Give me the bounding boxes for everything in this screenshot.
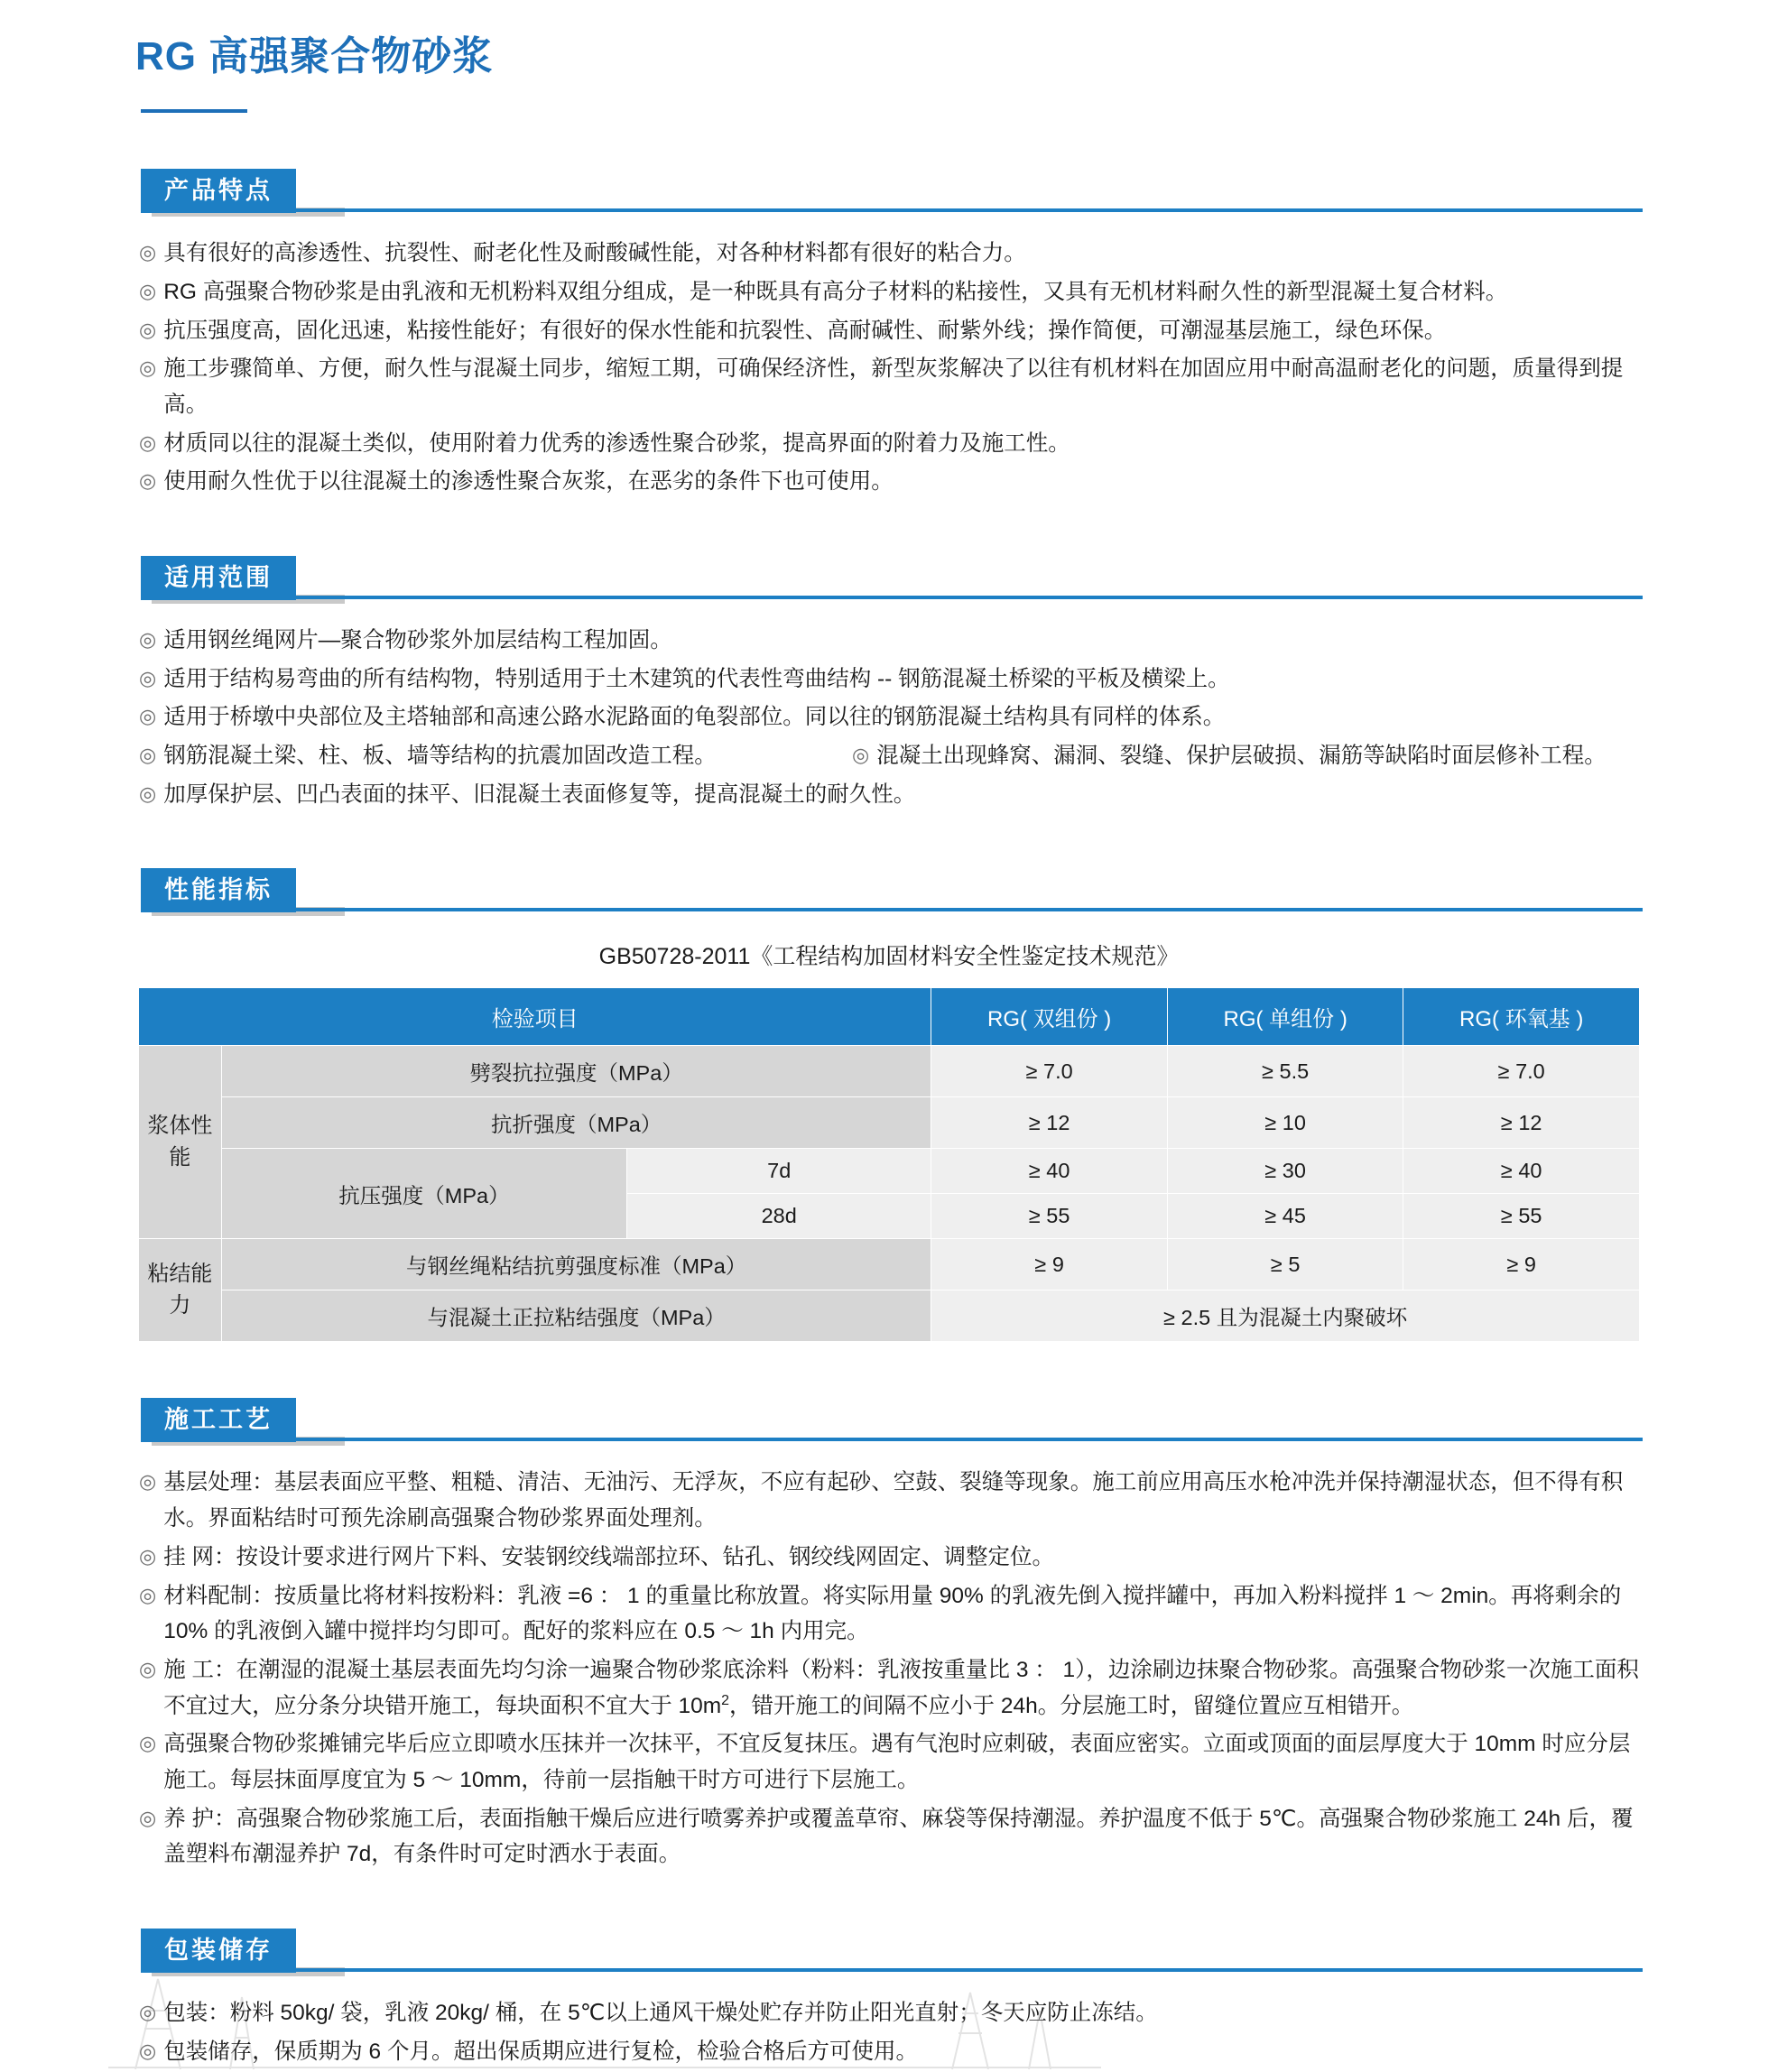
list-item-text: 材料配制：按质量比将材料按粉料：乳液 =6 ： 1 的重量比称放置。将实际用量 90% 的乳液先倒入搅拌罐中，再加入粉料搅拌 1 ～ 2min。再将剩余的 10% 的乳液倒入罐中搅拌均匀即可。配好的浆料应在 0.5 ～ 1h 内用完。 (163, 1583, 1622, 1644)
performance-spec-table (138, 987, 1640, 1342)
cell-value: ≥ 5.5 (1167, 1046, 1403, 1097)
section-underline (141, 1968, 1643, 1972)
cell-value: ≥ 45 (1167, 1194, 1403, 1239)
bullet-icon: ◎ (139, 705, 157, 728)
cell-value: ≥ 55 (1403, 1194, 1640, 1239)
table-row (139, 1290, 1640, 1342)
list-item-text: 材质同以往的混凝土类似，使用附着力优秀的渗透性聚合砂浆，提高界面的附着力及施工性。 (163, 430, 1070, 456)
bullet-icon: ◎ (139, 628, 157, 651)
section-underline (141, 596, 1643, 599)
row-label: 抗折强度（MPa） (221, 1097, 931, 1149)
list-item (139, 661, 1643, 698)
construction-superscript: 2 (721, 1692, 730, 1708)
cell-value: ≥ 9 (931, 1239, 1168, 1290)
row-label-compressive-strength: 抗压强度（MPa） (221, 1149, 626, 1239)
bullet-icon: ◎ (139, 1583, 157, 1606)
section-title-construction-process: 施工工艺 (141, 1398, 296, 1442)
list-item-text: 混凝土出现蜂窝、漏洞、裂缝、保护层破损、漏筋等缺陷时面层修补工程。 (876, 744, 1607, 769)
list-item (139, 464, 1643, 500)
construction-text-part2: ，错开施工的间隔不应小于 24h。分层施工时，留缝位置应互相错开。 (729, 1693, 1414, 1718)
cell-value: ≥ 30 (1167, 1149, 1403, 1194)
row-label: 劈裂抗拉强度（MPa） (221, 1046, 931, 1097)
list-item-text: 抗压强度高，固化迅速，粘接性能好；有很好的保水性能和抗裂性、高耐碱性、耐紫外线；操作简便，可潮湿基层施工，绿色环保。 (163, 318, 1447, 343)
list-item-text: 钢筋混凝土梁、柱、板、墙等结构的抗震加固改造工程。 (163, 744, 717, 769)
section-underline (141, 908, 1643, 911)
list-item (852, 738, 1643, 774)
list-item-text: 挂 网：按设计要求进行网片下料、安装钢绞线端部拉环、钻孔、钢绞线网固定、调整定位。 (163, 1544, 1055, 1569)
list-item (139, 699, 1643, 735)
section-header-product-features (141, 169, 1643, 216)
table-row (139, 1097, 1640, 1149)
cell-value: ≥ 40 (931, 1149, 1168, 1194)
bullet-icon: ◎ (139, 1544, 157, 1568)
bullet-icon: ◎ (139, 318, 157, 341)
list-item-text: 使用耐久性优于以往混凝土的渗透性聚合灰浆，在恶劣的条件下也可使用。 (163, 469, 894, 495)
list-item (139, 426, 1643, 462)
bullet-icon: ◎ (139, 1657, 157, 1680)
list-item (139, 236, 1643, 272)
section-title-packaging-storage: 包装储存 (141, 1929, 296, 1973)
section-header-construction-process (141, 1398, 1643, 1445)
bullet-icon: ◎ (139, 666, 157, 689)
table-row (139, 1239, 1640, 1290)
list-item (139, 2034, 1643, 2070)
cell-value: ≥ 12 (1403, 1097, 1640, 1149)
table-row (139, 1046, 1640, 1097)
cell-value: ≥ 10 (1167, 1097, 1403, 1149)
column-header-rg-two-component: RG( 双组份 ) (931, 988, 1168, 1046)
row-group-label-bond-capacity: 粘结能力 (139, 1239, 222, 1342)
construction-process-list (139, 1465, 1643, 1873)
application-scope-list (139, 623, 1643, 812)
section-header-packaging-storage (141, 1929, 1643, 1975)
bullet-icon: ◎ (852, 744, 870, 767)
list-item-text: RG 高强聚合物砂浆是由乳液和无机粉料双组分组成，是一种既具有高分子材料的粘接性，又具有无机材料耐久性的新型混凝土复合材料。 (163, 279, 1508, 304)
list-item (139, 1540, 1643, 1576)
list-item-text: 具有很好的高渗透性、抗裂性、耐老化性及耐酸碱性能，对各种材料都有很好的粘合力。 (163, 241, 1026, 266)
list-item (139, 1578, 1643, 1650)
list-item (139, 1726, 1643, 1798)
construction-text-part1: 施 工：在潮湿的混凝土基层表面先均匀涂一遍聚合物砂浆底涂料（粉料：乳液按重量比 3 ： 1），边涂刷边抹聚合物砂浆。高强聚合物砂浆一次施工面积不宜过大，应分条分块错开施工，每块面积不宜大于 10m (163, 1657, 1639, 1718)
list-item (139, 1801, 1643, 1873)
column-header-item: 检验项目 (139, 988, 931, 1046)
list-item-text: 基层处理：基层表面应平整、粗糙、清洁、无油污、无浮灰，不应有起砂、空鼓、裂缝等现象。施工前应用高压水枪冲洗并保持潮湿状态，但不得有积水。界面粘结时可预先涂刷高强聚合物砂浆界面处理剂。 (163, 1470, 1624, 1531)
list-item (139, 313, 1643, 349)
section-header-application-scope (141, 556, 1643, 603)
cell-value: ≥ 7.0 (1403, 1046, 1640, 1097)
list-item-text: 包装储存，保质期为 6 个月。超出保质期应进行复检，检验合格后方可使用。 (163, 2039, 918, 2064)
cell-value: ≥ 12 (931, 1097, 1168, 1149)
list-item (139, 777, 1643, 813)
bullet-icon: ◎ (139, 1470, 157, 1494)
table-caption: GB50728-2011《工程结构加固材料安全性鉴定技术规范》 (598, 944, 1180, 970)
list-item-text: 适用钢丝绳网片—聚合物砂浆外加层结构工程加固。 (163, 628, 672, 652)
section-header-performance (141, 868, 1643, 915)
cell-value: ≥ 9 (1403, 1239, 1640, 1290)
row-sublabel-7d: 7d (627, 1149, 931, 1194)
section-title-product-features: 产品特点 (141, 169, 296, 213)
cell-value: ≥ 5 (1167, 1239, 1403, 1290)
list-item (139, 738, 852, 774)
list-item-text: 加厚保护层、凹凸表面的抹平、旧混凝土表面修复等，提高混凝土的耐久性。 (163, 782, 916, 807)
bullet-icon: ◎ (139, 1732, 157, 1755)
page-title: RG 高强聚合物砂浆 (135, 34, 494, 79)
row-sublabel-28d: 28d (627, 1194, 931, 1239)
row-group-label-slurry-performance: 浆体性能 (139, 1046, 222, 1239)
column-header-rg-epoxy: RG( 环氧基 ) (1403, 988, 1640, 1046)
list-item-text: 施工步骤简单、方便，耐久性与混凝土同步，缩短工期，可确保经济性，新型灰浆解决了以往有机材料在加固应用中耐高温耐老化的问题，质量得到提高。 (163, 356, 1624, 417)
bullet-icon: ◎ (139, 430, 157, 454)
list-item-text: 适用于结构易弯曲的所有结构物，特别适用于土木建筑的代表性弯曲结构 -- 钢筋混凝土桥梁的平板及横梁上。 (163, 666, 1230, 691)
bullet-icon: ◎ (139, 241, 157, 264)
title-underline-rule (141, 109, 247, 113)
list-item-two-column (139, 738, 1643, 774)
bullet-icon: ◎ (139, 782, 157, 805)
bullet-icon: ◎ (139, 469, 157, 493)
list-item (139, 274, 1643, 310)
bullet-icon: ◎ (139, 356, 157, 380)
bullet-icon: ◎ (139, 2039, 157, 2062)
list-item (139, 1995, 1643, 2031)
list-item-text (163, 1652, 1643, 1724)
cell-value: ≥ 40 (1403, 1149, 1640, 1194)
bullet-icon: ◎ (139, 1806, 157, 1829)
list-item-text: 适用于桥墩中央部位及主塔轴部和高速公路水泥路面的龟裂部位。同以往的钢筋混凝土结构具有同样的体系。 (163, 705, 1226, 730)
list-item-text: 高强聚合物砂浆摊铺完毕后应立即喷水压抹并一次抹平，不宜反复抹压。遇有气泡时应刺破，表面应密实。立面或顶面的面层厚度大于 10mm 时应分层施工。每层抹面厚度宜为 5 ～ 10mm，待前一层指触干时方可进行下层施工。 (163, 1732, 1631, 1792)
table-row (139, 1149, 1640, 1194)
list-item (139, 623, 1643, 659)
bullet-icon: ◎ (139, 744, 157, 767)
list-item (139, 351, 1643, 422)
product-features-list (139, 236, 1643, 500)
table-header-row (139, 988, 1640, 1046)
bullet-icon: ◎ (139, 2001, 157, 2023)
packaging-storage-list (139, 1995, 1643, 2069)
section-title-application-scope: 适用范围 (141, 556, 296, 600)
list-item-text: 养 护：高强聚合物砂浆施工后，表面指触干燥后应进行喷雾养护或覆盖草帘、麻袋等保持潮湿。养护温度不低于 5℃。高强聚合物砂浆施工 24h 后，覆盖塑料布潮湿养护 7d，有条件时可定时洒水于表面。 (163, 1806, 1634, 1867)
row-label: 与钢丝绳粘结抗剪强度标准（MPa） (221, 1239, 931, 1290)
section-title-performance: 性能指标 (141, 868, 296, 912)
cell-value: ≥ 55 (931, 1194, 1168, 1239)
section-underline (141, 208, 1643, 212)
column-header-rg-one-component: RG( 单组份 ) (1167, 988, 1403, 1046)
row-label: 与混凝土正拉粘结强度（MPa） (221, 1290, 931, 1342)
section-underline (141, 1438, 1643, 1441)
list-item-construction (139, 1652, 1643, 1724)
bullet-icon: ◎ (139, 279, 157, 302)
list-item (139, 1465, 1643, 1536)
cell-value-merged: ≥ 2.5 且为混凝土内聚破坏 (931, 1290, 1640, 1342)
cell-value: ≥ 7.0 (931, 1046, 1168, 1097)
list-item-text: 包装：粉料 50kg/ 袋，乳液 20kg/ 桶，在 5℃以上通风干燥处贮存并防止阳光直射；冬天应防止冻结。 (163, 2001, 1158, 2025)
